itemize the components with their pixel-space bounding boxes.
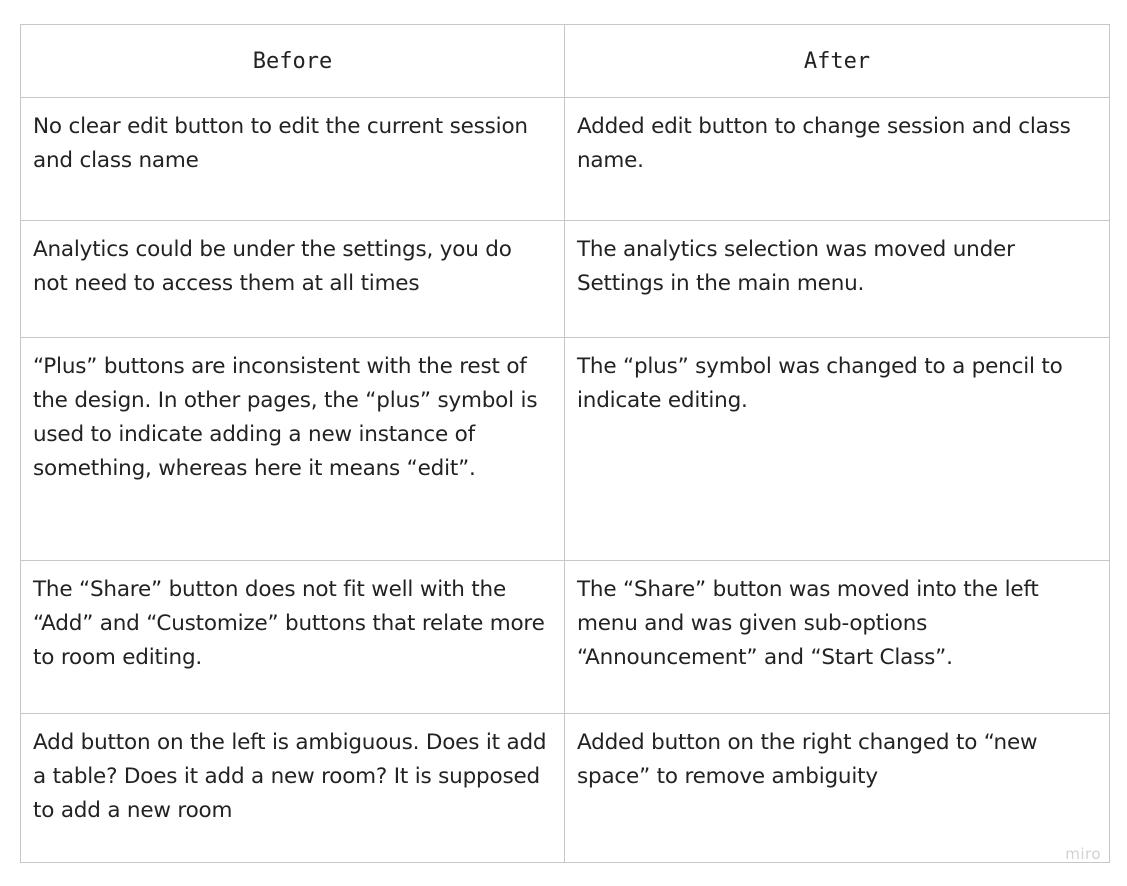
before-cell: Analytics could be under the settings, you do not need to access them at all times xyxy=(21,221,565,338)
after-cell: The “plus” symbol was changed to a pencil to indicate editing. xyxy=(565,338,1110,561)
header-before: Before xyxy=(21,25,565,98)
before-cell: Add button on the left is ambiguous. Does it add a table? Does it add a new room? It is supposed to add a new room xyxy=(21,714,565,863)
after-cell: Added edit button to change session and class name. xyxy=(565,98,1110,221)
before-cell: “Plus” buttons are inconsistent with the rest of the design. In other pages, the “plus” symbol is used to indicate adding a new instance of something, whereas here it means “edit”. xyxy=(21,338,565,561)
table-row xyxy=(21,561,1110,714)
after-cell: The analytics selection was moved under Settings in the main menu. xyxy=(565,221,1110,338)
before-cell: No clear edit button to edit the current session and class name xyxy=(21,98,565,221)
table-row xyxy=(21,714,1110,863)
before-cell: The “Share” button does not fit well with the “Add” and “Customize” buttons that relate more to room editing. xyxy=(21,561,565,714)
after-cell: The “Share” button was moved into the left menu and was given sub-options “Announcement” and “Start Class”. xyxy=(565,561,1110,714)
miro-watermark: miro xyxy=(1065,845,1101,863)
before-after-table xyxy=(20,24,1110,863)
table-row xyxy=(21,98,1110,221)
table-row xyxy=(21,338,1110,561)
table-row xyxy=(21,221,1110,338)
header-row xyxy=(21,25,1110,98)
header-after: After xyxy=(565,25,1110,98)
after-cell: Added button on the right changed to “new space” to remove ambiguity xyxy=(565,714,1110,863)
